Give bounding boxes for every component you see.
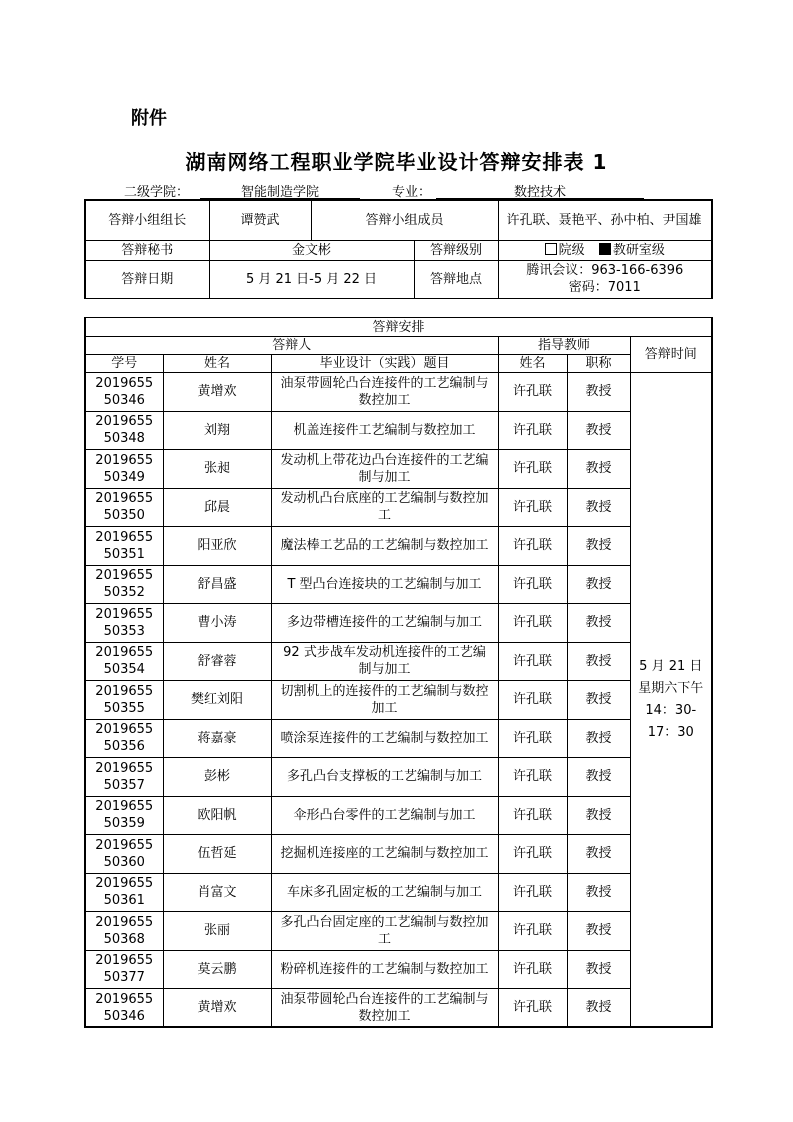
supervisor-name-cell: 许孔联 xyxy=(498,411,567,450)
supervisor-title-cell: 教授 xyxy=(567,488,630,527)
level-option-college: 院级 xyxy=(558,242,585,258)
topic-cell: 多边带槽连接件的工艺编制与加工 xyxy=(271,604,498,643)
level-options xyxy=(498,240,712,260)
student-name-cell: 曹小涛 xyxy=(163,604,271,643)
topic-cell: 机盖连接件工艺编制与数控加工 xyxy=(271,411,498,450)
supervisor-title-cell: 教授 xyxy=(567,373,630,412)
secretary-label: 答辩秘书 xyxy=(85,240,209,260)
header-sup-title: 职称 xyxy=(567,355,630,373)
table-row xyxy=(85,527,712,566)
supervisor-name-cell: 许孔联 xyxy=(498,758,567,797)
student-name-cell: 刘翔 xyxy=(163,411,271,450)
student-name-cell: 肖富文 xyxy=(163,873,271,912)
header-student-id: 学号 xyxy=(85,355,163,373)
page-title: 湖南网络工程职业学院毕业设计答辩安排表 1 xyxy=(185,150,608,174)
header-name: 姓名 xyxy=(163,355,271,373)
student-id-cell: 201965550356 xyxy=(85,719,163,758)
topic-cell: 多孔凸台支撑板的工艺编制与加工 xyxy=(271,758,498,797)
student-id-cell: 201965550348 xyxy=(85,411,163,450)
student-name-cell: 舒睿蓉 xyxy=(163,642,271,681)
supervisor-title-cell: 教授 xyxy=(567,604,630,643)
student-name-cell: 舒昌盛 xyxy=(163,565,271,604)
supervisor-title-cell: 教授 xyxy=(567,565,630,604)
student-name-cell: 莫云鹏 xyxy=(163,950,271,989)
topic-cell: 油泵带圆轮凸台连接件的工艺编制与数控加工 xyxy=(271,989,498,1028)
supervisor-name-cell: 许孔联 xyxy=(498,527,567,566)
table-row xyxy=(85,989,712,1028)
supervisor-title-cell: 教授 xyxy=(567,642,630,681)
level-checkbox-department xyxy=(599,243,611,255)
topic-cell: 发动机上带花边凸台连接件的工艺编制与加工 xyxy=(271,450,498,489)
student-id-cell: 201965550360 xyxy=(85,835,163,874)
supervisor-name-cell: 许孔联 xyxy=(498,604,567,643)
topic-cell: 车床多孔固定板的工艺编制与加工 xyxy=(271,873,498,912)
topic-cell: 油泵带圆轮凸台连接件的工艺编制与数控加工 xyxy=(271,373,498,412)
header-supervisor: 指导教师 xyxy=(498,337,630,355)
student-name-cell: 阳亚欣 xyxy=(163,527,271,566)
supervisor-name-cell: 许孔联 xyxy=(498,912,567,951)
student-id-cell: 201965550346 xyxy=(85,989,163,1028)
supervisor-title-cell: 教授 xyxy=(567,527,630,566)
student-id-cell: 201965550361 xyxy=(85,873,163,912)
topic-cell: 切割机上的连接件的工艺编制与数控加工 xyxy=(271,681,498,720)
supervisor-name-cell: 许孔联 xyxy=(498,373,567,412)
student-id-cell: 201965550346 xyxy=(85,373,163,412)
date-label: 答辩日期 xyxy=(85,260,209,298)
topic-cell: 多孔凸台固定座的工艺编制与数控加工 xyxy=(271,912,498,951)
student-name-cell: 张丽 xyxy=(163,912,271,951)
student-name-cell: 欧阳帆 xyxy=(163,796,271,835)
supervisor-title-cell: 教授 xyxy=(567,835,630,874)
supervisor-title-cell: 教授 xyxy=(567,450,630,489)
supervisor-name-cell: 许孔联 xyxy=(498,796,567,835)
attachment-label: 附件 xyxy=(131,108,167,129)
student-name-cell: 邱晨 xyxy=(163,488,271,527)
supervisor-name-cell: 许孔联 xyxy=(498,719,567,758)
student-id-cell: 201965550352 xyxy=(85,565,163,604)
table-row xyxy=(85,411,712,450)
supervisor-title-cell: 教授 xyxy=(567,912,630,951)
date-value: 5 月 21 日-5 月 22 日 xyxy=(209,260,414,298)
student-id-cell: 201965550351 xyxy=(85,527,163,566)
header-sup-name: 姓名 xyxy=(498,355,567,373)
table-row xyxy=(85,488,712,527)
level-label: 答辩级别 xyxy=(414,240,498,260)
student-id-cell: 201965550368 xyxy=(85,912,163,951)
student-id-cell: 201965550354 xyxy=(85,642,163,681)
student-name-cell: 张昶 xyxy=(163,450,271,489)
level-option-department: 教研室级 xyxy=(612,242,665,258)
table-row xyxy=(85,373,712,412)
supervisor-name-cell: 许孔联 xyxy=(498,681,567,720)
supervisor-name-cell: 许孔联 xyxy=(498,565,567,604)
table-row xyxy=(85,758,712,797)
location-label: 答辩地点 xyxy=(414,260,498,298)
table-row xyxy=(85,719,712,758)
supervisor-name-cell: 许孔联 xyxy=(498,989,567,1028)
topic-cell: 伞形凸台零件的工艺编制与加工 xyxy=(271,796,498,835)
location-password: 密码：7011 xyxy=(568,280,641,295)
supervisor-name-cell: 许孔联 xyxy=(498,950,567,989)
major-label: 专业： xyxy=(392,185,432,200)
supervisor-title-cell: 教授 xyxy=(567,411,630,450)
topic-cell: 发动机凸台底座的工艺编制与数控加工 xyxy=(271,488,498,527)
secretary-value: 金文彬 xyxy=(209,240,414,260)
table-row xyxy=(85,565,712,604)
student-name-cell: 樊红刘阳 xyxy=(163,681,271,720)
student-name-cell: 伍哲延 xyxy=(163,835,271,874)
supervisor-name-cell: 许孔联 xyxy=(498,873,567,912)
supervisor-title-cell: 教授 xyxy=(567,950,630,989)
topic-cell: 92 式步战车发动机连接件的工艺编制与加工 xyxy=(271,642,498,681)
supervisor-title-cell: 教授 xyxy=(567,758,630,797)
members-label: 答辩小组成员 xyxy=(311,200,498,240)
topic-cell: 粉碎机连接件的工艺编制与数控加工 xyxy=(271,950,498,989)
student-name-cell: 彭彬 xyxy=(163,758,271,797)
student-id-cell: 201965550349 xyxy=(85,450,163,489)
student-name-cell: 黄增欢 xyxy=(163,373,271,412)
supervisor-title-cell: 教授 xyxy=(567,681,630,720)
topic-cell: 挖掘机连接座的工艺编制与数控加工 xyxy=(271,835,498,874)
table-row xyxy=(85,681,712,720)
location-value xyxy=(498,260,712,298)
table-row xyxy=(85,642,712,681)
student-id-cell: 201965550355 xyxy=(85,681,163,720)
schedule-table xyxy=(84,317,713,1028)
supervisor-name-cell: 许孔联 xyxy=(498,642,567,681)
header-defender: 答辩人 xyxy=(85,337,498,355)
topic-cell: T 型凸台连接块的工艺编制与加工 xyxy=(271,565,498,604)
header-topic: 毕业设计（实践）题目 xyxy=(271,355,498,373)
level-checkbox-college xyxy=(545,243,557,255)
members-value: 许孔联、聂艳平、孙中柏、尹国雄 xyxy=(498,200,712,240)
defense-time-cell: 5 月 21 日星期六下午 14：30-17：30 xyxy=(630,373,712,1028)
topic-cell: 魔法棒工艺品的工艺编制与数控加工 xyxy=(271,527,498,566)
topic-cell: 喷涂泵连接件的工艺编制与数控加工 xyxy=(271,719,498,758)
table-row xyxy=(85,873,712,912)
section-title: 答辩安排 xyxy=(85,318,712,337)
college-label: 二级学院： xyxy=(124,185,190,200)
student-name-cell: 黄增欢 xyxy=(163,989,271,1028)
table-row xyxy=(85,950,712,989)
supervisor-name-cell: 许孔联 xyxy=(498,450,567,489)
info-table xyxy=(84,199,713,299)
supervisor-name-cell: 许孔联 xyxy=(498,488,567,527)
table-row xyxy=(85,835,712,874)
table-row xyxy=(85,912,712,951)
supervisor-title-cell: 教授 xyxy=(567,873,630,912)
supervisor-title-cell: 教授 xyxy=(567,989,630,1028)
student-id-cell: 201965550350 xyxy=(85,488,163,527)
student-name-cell: 蒋嘉豪 xyxy=(163,719,271,758)
table-row xyxy=(85,796,712,835)
student-id-cell: 201965550357 xyxy=(85,758,163,797)
student-id-cell: 201965550353 xyxy=(85,604,163,643)
location-meeting: 腾讯会议：963-166-6396 xyxy=(526,263,684,278)
table-row xyxy=(85,604,712,643)
leader-label: 答辩小组组长 xyxy=(85,200,209,240)
student-id-cell: 201965550359 xyxy=(85,796,163,835)
supervisor-title-cell: 教授 xyxy=(567,796,630,835)
table-row xyxy=(85,450,712,489)
supervisor-name-cell: 许孔联 xyxy=(498,835,567,874)
supervisor-title-cell: 教授 xyxy=(567,719,630,758)
college-value: 智能制造学院 xyxy=(200,181,360,199)
leader-value: 谭赞武 xyxy=(209,200,311,240)
major-value: 数控技术 xyxy=(436,181,644,199)
header-time: 答辩时间 xyxy=(630,337,712,373)
student-id-cell: 201965550377 xyxy=(85,950,163,989)
